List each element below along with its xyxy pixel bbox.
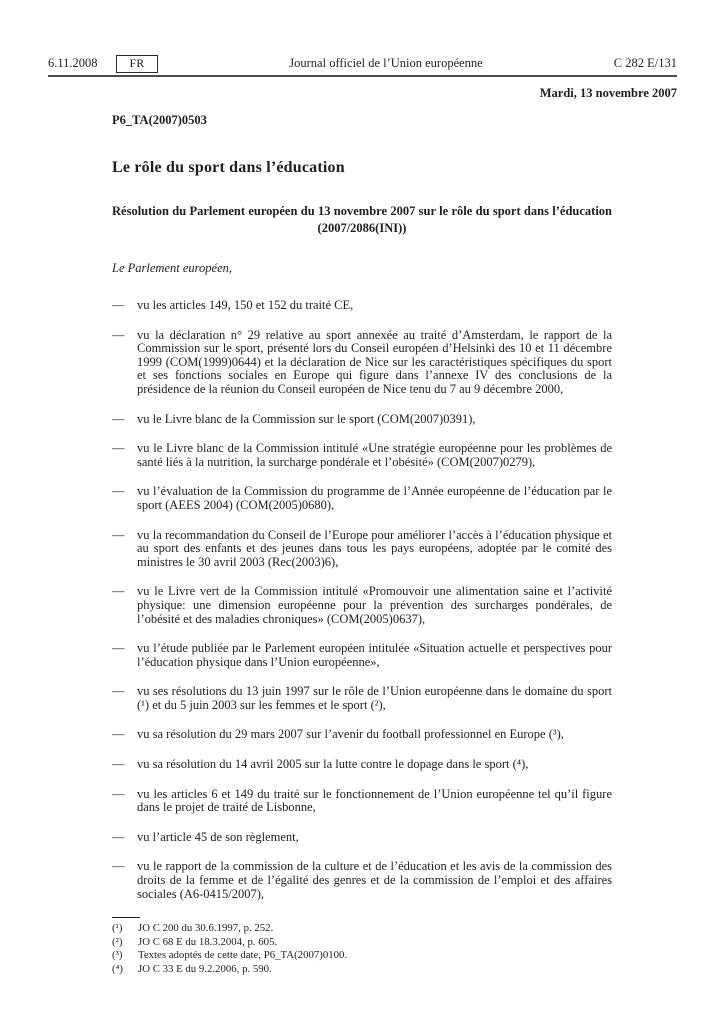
footnote-marker: (³) — [112, 949, 123, 962]
dash-marker: — — [112, 786, 125, 801]
citation-item — [112, 442, 612, 469]
dash-marker: — — [112, 684, 125, 699]
footnote-list — [112, 922, 677, 976]
footnote-text: JO C 200 du 30.6.1997, p. 252. — [138, 922, 274, 935]
language-badge: FR — [116, 55, 159, 73]
journal-title: Journal officiel de l’Union européenne — [289, 56, 483, 70]
dash-marker: — — [112, 757, 125, 772]
dash-marker: — — [112, 859, 125, 874]
citation-item — [112, 758, 612, 772]
citation-item — [112, 413, 612, 427]
footnote-text: JO C 68 E du 18.3.2004, p. 605. — [138, 935, 278, 948]
footnote-text: Textes adoptés de cette date, P6_TA(2007)0100. — [138, 949, 348, 962]
page-header — [48, 55, 677, 73]
citation-item — [112, 529, 612, 570]
dash-marker: — — [112, 298, 125, 312]
citation-list — [112, 299, 612, 901]
citation-item — [112, 831, 612, 845]
document-title: Le rôle du sport dans l’éducation — [112, 159, 345, 176]
footnote-text: JO C 33 E du 9.2.2006, p. 590. — [138, 962, 272, 975]
resolution-subtitle — [112, 204, 612, 236]
dash-marker: — — [112, 829, 125, 844]
citation-text: vu sa résolution du 29 mars 2007 sur l’avenir du football professionnel en Europe (³), — [137, 727, 564, 742]
citation-item — [112, 728, 612, 742]
session-date: Mardi, 13 novembre 2007 — [539, 86, 677, 100]
dash-marker: — — [112, 411, 125, 426]
citation-item — [112, 485, 612, 512]
citation-text: vu sa résolution du 14 avril 2005 sur la lutte contre le dopage dans le sport (⁴), — [137, 757, 529, 772]
intro-line: Le Parlement européen, — [112, 261, 232, 275]
footnote-marker: (⁴) — [112, 962, 123, 975]
dash-marker: — — [112, 584, 125, 599]
page-content — [48, 86, 677, 976]
dash-marker: — — [112, 484, 125, 499]
header-rule — [48, 75, 677, 77]
citation-text: vu le Livre vert de la Commission intitulé «Promouvoir une alimentation saine et l’activité physique: une dimension européenne pour la prévention des surcharges pondérales, de l’obésité et des maladies chroniques» (COM(2005)0637), — [137, 584, 612, 626]
citation-text: vu l’évaluation de la Commission du programme de l’Année européenne de l’éducation par le sport (AEES 2004) (COM(2005)0680), — [137, 484, 612, 512]
dash-marker: — — [112, 527, 125, 542]
citation-text: vu l’article 45 de son règlement, — [137, 829, 299, 844]
citation-text: vu le Livre blanc de la Commission intitulé «Une stratégie européenne pour les problèmes de santé liés à la nutrition, la surcharge pondérale et l’obésité» (COM(2007)0279), — [137, 441, 612, 469]
citation-text: vu ses résolutions du 13 juin 1997 sur le rôle de l’Union européenne dans le domaine du sport (¹) et du 5 juin 2003 sur les femmes et le sport (²), — [137, 684, 612, 712]
dash-marker: — — [112, 727, 125, 742]
citation-text: vu la déclaration n° 29 relative au sport annexée au traité d’Amsterdam, le rapport de la Commission sur le sport, présenté lors du Conseil européen d’Helsinki des 10 et 11 décembre 1999 (COM(1999)0644) et la déclaration de Nice sur les caractéristiques spécifiques du sport et ses fonctions sociales en Europe qui figure dans l’annexe IV des conclusions de la présidence de la réunion du Conseil européen de Nice tenu du 7 au 9 décembre 2000, — [137, 327, 612, 396]
citation-item — [112, 642, 612, 669]
citation-text: vu les articles 6 et 149 du traité sur le fonctionnement de l’Union européenne tel qu’il figure dans le projet de traité de Lisbonne, — [137, 786, 612, 815]
page-reference: C 282 E/131 — [613, 56, 677, 70]
dash-marker: — — [112, 327, 125, 342]
dash-marker: — — [112, 441, 125, 456]
citation-text: vu le Livre blanc de la Commission sur le sport (COM(2007)0391), — [137, 411, 476, 426]
citation-item — [112, 860, 612, 901]
citation-text: vu les articles 149, 150 et 152 du traité CE, — [137, 298, 354, 312]
citation-item — [112, 788, 612, 815]
dash-marker: — — [112, 641, 125, 656]
footnote-item — [112, 963, 677, 977]
citation-item — [112, 685, 612, 712]
procedure-number: (2007/2086(INI)) — [317, 221, 407, 235]
citation-text: vu l’étude publiée par le Parlement européen intitulée «Situation actuelle et perspectives pour l’éducation physique dans l’Union européenne», — [137, 641, 612, 669]
citation-item — [112, 329, 612, 397]
footnote-marker: (²) — [112, 935, 123, 948]
footnote-item — [112, 922, 677, 936]
footnote-separator — [112, 917, 140, 918]
citation-item — [112, 299, 612, 313]
footnote-item — [112, 936, 677, 950]
header-date: 6.11.2008 — [48, 56, 98, 70]
subtitle-line1: Résolution du Parlement européen du 13 novembre 2007 sur le rôle du sport dans l’éducation — [112, 204, 612, 218]
citation-text: vu le rapport de la commission de la culture et de l’éducation et les avis de la commission des droits de la femme et de l’égalité des genres et de la commission de l’emploi et des affaires sociales (A6-0415/2007), — [137, 859, 612, 901]
citation-item — [112, 585, 612, 626]
citation-text: vu la recommandation du Conseil de l’Europe pour améliorer l’accès à l’éducation physique et au sport des enfants et des jeunes dans tous les pays européens, adoptée par le comité des ministres le 30 avril 2003 (Rec(2003)6), — [137, 527, 612, 569]
doc-reference: P6_TA(2007)0503 — [112, 113, 207, 127]
footnote-marker: (¹) — [112, 922, 123, 935]
footnote-item — [112, 949, 677, 963]
